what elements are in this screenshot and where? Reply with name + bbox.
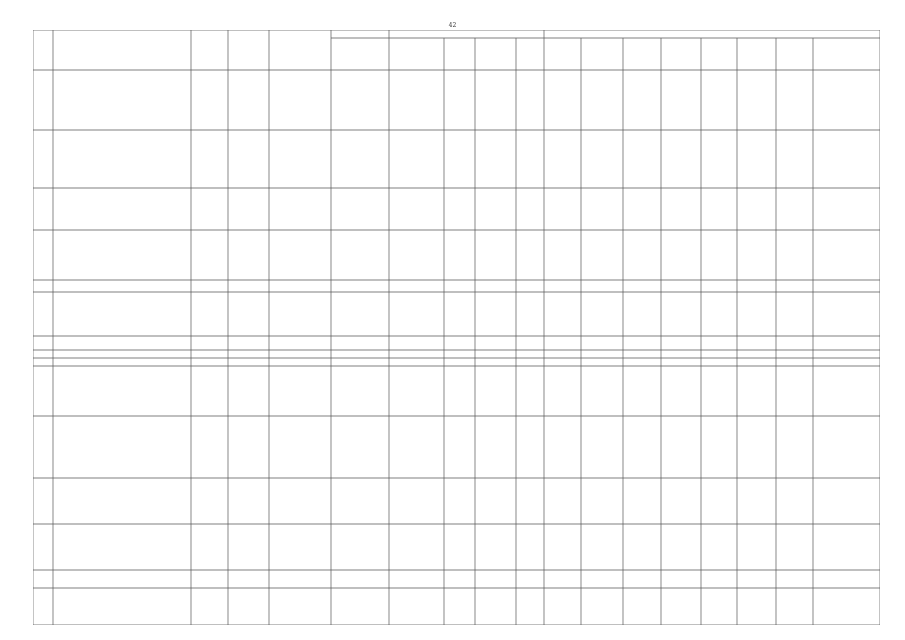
table-grid — [33, 30, 880, 625]
budget-indicator-table — [33, 30, 880, 625]
page-number: 42 — [448, 22, 457, 29]
